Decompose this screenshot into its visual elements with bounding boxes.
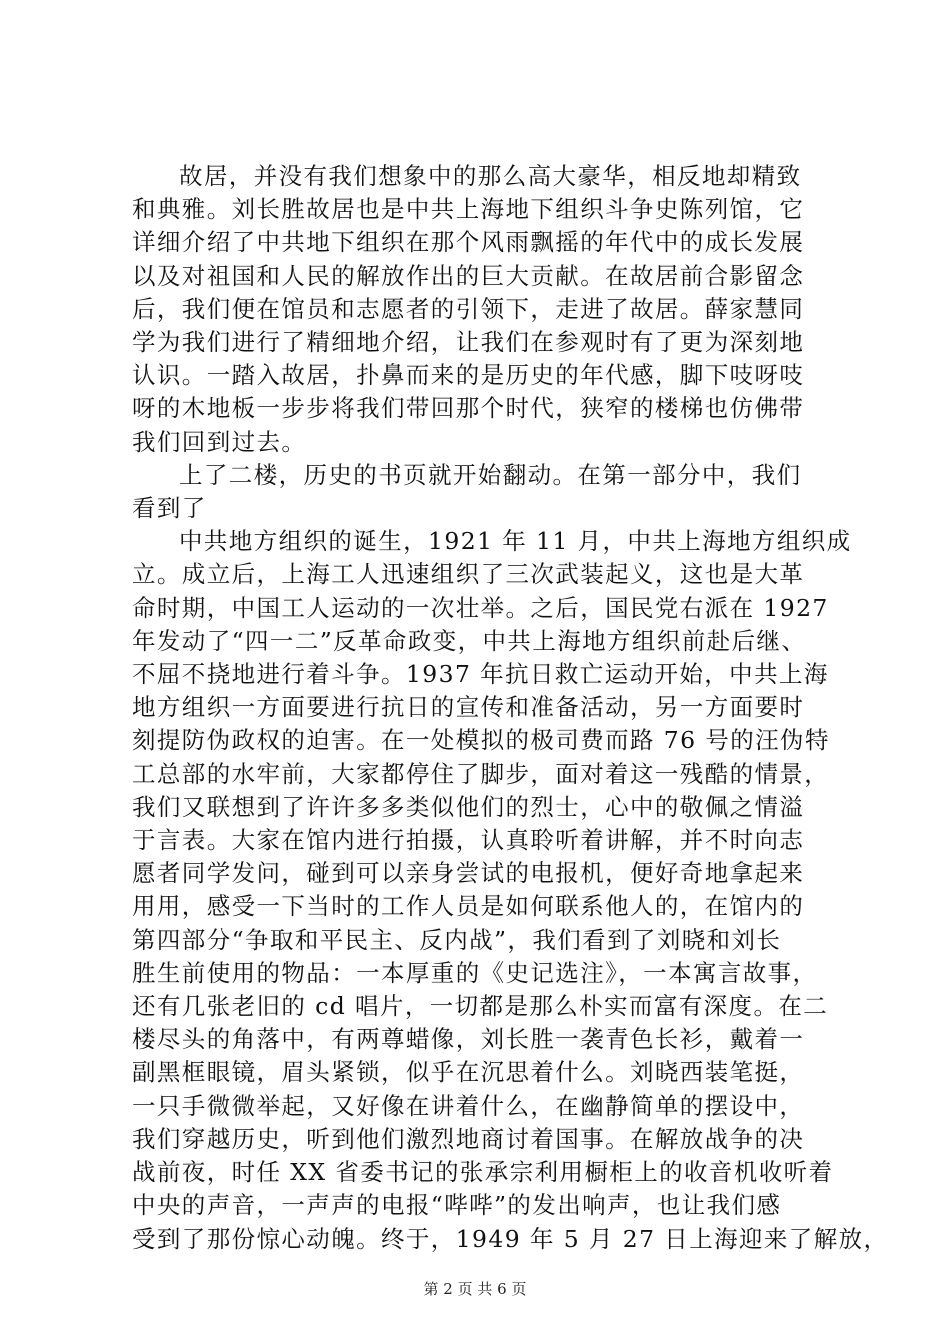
paragraph-1 (132, 160, 832, 459)
text-line: 第四部分“争取和平民主、反内战”，我们看到了刘晓和刘长 (132, 925, 782, 954)
text-line: 愿者同学发问，碰到可以亲身尝试的电报机，便好奇地拿起来 (132, 859, 805, 888)
text-line: 中央的声音，一声声的电报“哔哔”的发出响声，也让我们感 (132, 1191, 782, 1220)
text-line: 于言表。大家在馆内进行拍摄，认真聆听着讲解，并不时向志 (132, 826, 805, 855)
text-line: 还有几张老旧的 cd 唱片，一切都是那么朴实而富有深度。在二 (132, 992, 829, 1021)
text-line: 年发动了“四一二”反革命政变，中共上海地方组织前赴后继、 (132, 626, 807, 655)
paragraph-3 (132, 525, 889, 1255)
text-line: 胜生前使用的物品：一本厚重的《史记选注》，一本寓言故事， (132, 958, 818, 987)
text-line: 故居，并没有我们想象中的那么高大豪华，相反地却精致 (179, 162, 802, 190)
text-line: 地方组织一方面要进行抗日的宣传和准备活动，另一方面要时 (132, 693, 805, 722)
text-line: 以及对祖国和人民的解放作出的巨大贡献。在故居前合影留念 (132, 261, 805, 290)
text-line: 工总部的水牢前，大家都停住了脚步，面对着这一残酷的情景， (132, 759, 830, 788)
text-line: 一只手微微举起，又好像在讲着什么，在幽静简单的摆设中， (132, 1091, 805, 1120)
text-line: 立。成立后，上海工人迅速组织了三次武装起义，这也是大革 (132, 560, 805, 589)
text-line: 上了二楼，历史的书页就开始翻动。在第一部分中，我们 (179, 460, 802, 489)
text-line: 中共地方组织的诞生，1921 年 11 月，中共上海地方组织成 (179, 527, 852, 556)
text-line: 受到了那份惊心动魄。终于，1949 年 5 月 27 日上海迎来了解放， (132, 1224, 889, 1253)
text-line: 详细介绍了中共地下组织在那个风雨飘摇的年代中的成长发展 (132, 228, 805, 257)
text-line: 和典雅。刘长胜故居也是中共上海地下组织斗争史陈列馆，它 (132, 195, 805, 224)
text-line: 战前夜，时任 XX 省委书记的张承宗利用橱柜上的收音机收听着 (132, 1158, 834, 1187)
text-line: 看到了 (132, 494, 207, 523)
text-line: 命时期，中国工人运动的一次壮举。之后，国民党右派在 1927 (132, 593, 829, 622)
body-text (132, 160, 889, 1256)
text-line: 我们回到过去。 (132, 427, 307, 456)
paragraph-2 (132, 459, 832, 525)
text-line: 刻提防伪政权的迫害。在一处模拟的极司费而路 76 号的汪伪特 (132, 726, 830, 755)
text-line: 我们穿越历史，听到他们激烈地商讨着国事。在解放战争的决 (132, 1124, 805, 1153)
text-line: 不屈不挠地进行着斗争。1937 年抗日救亡运动开始，中共上海 (132, 660, 829, 689)
text-line: 后，我们便在馆员和志愿者的引领下，走进了故居。薛家慧同 (132, 294, 805, 323)
text-line: 学为我们进行了精细地介绍，让我们在参观时有了更为深刻地 (132, 328, 805, 357)
text-line: 认识。一踏入故居，扑鼻而来的是历史的年代感，脚下吱呀吱 (132, 361, 805, 390)
text-line: 副黑框眼镜，眉头紧锁，似乎在沉思着什么。刘晓西装笔挺， (132, 1058, 805, 1087)
text-line: 呀的木地板一步步将我们带回那个时代，狭窄的楼梯也仿佛带 (132, 394, 805, 423)
text-line: 用用，感受一下当时的工作人员是如何联系他人的，在馆内的 (132, 892, 805, 921)
text-line: 我们又联想到了许许多多类似他们的烈士，心中的敬佩之情溢 (132, 792, 805, 821)
text-line: 楼尽头的角落中，有两尊蜡像，刘长胜一袭青色长衫，戴着一 (132, 1025, 805, 1054)
page-number-footer: 第 2 页 共 6 页 (423, 1280, 527, 1298)
